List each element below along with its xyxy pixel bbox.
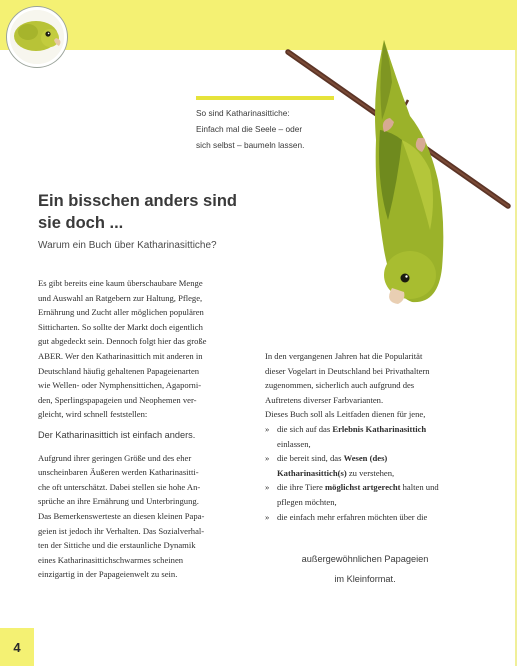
page-number: 4 bbox=[0, 628, 34, 666]
page-subtitle: Warum ein Buch über Katharinasittiche? bbox=[38, 240, 217, 251]
text-line: geien ist jedoch ihr Verhalten. Das Sozialverhal- bbox=[38, 525, 205, 536]
list-item-emphasis: Erlebnis Katharinasittich bbox=[332, 423, 427, 434]
list-item-text: die bereit sind, das bbox=[277, 453, 344, 464]
lead-statement: Der Katharinasittich ist einfach anders. bbox=[38, 429, 196, 440]
list-item-text: die sich auf das bbox=[277, 423, 333, 434]
bullet-marker: » bbox=[265, 423, 270, 434]
text-line: Ernährung und Zucht aller möglichen populären bbox=[38, 307, 204, 318]
text-line: Sitticharten. So sollte der Markt doch eigentlich bbox=[38, 321, 203, 332]
list-item-continuation: pflegen möchten, bbox=[277, 496, 337, 507]
bullet-marker: » bbox=[265, 511, 270, 522]
list-item bbox=[265, 480, 505, 495]
list-item-emphasis: möglichst artgerecht bbox=[324, 482, 401, 493]
paragraph-intro bbox=[38, 276, 258, 422]
text-line: Aufgrund ihrer geringen Größe und des eher bbox=[38, 452, 192, 463]
list-item-emphasis: Katharinasittich(s) bbox=[277, 467, 347, 478]
closing-statement bbox=[265, 549, 465, 589]
title-line: sie doch ... bbox=[38, 214, 124, 232]
list-item-emphasis: Wesen (des) bbox=[343, 453, 388, 464]
list-item bbox=[265, 510, 505, 525]
text-line: eines Katharinasittichschwarmes scheinen bbox=[38, 554, 184, 565]
caption-line: Einfach mal die Seele – oder bbox=[196, 124, 303, 134]
caption-line: sich selbst – baumeln lassen. bbox=[196, 140, 305, 150]
text-line: und Auswahl an Ratgebern zur Haltung, Pflege, bbox=[38, 292, 203, 303]
closing-line: im Kleinformat. bbox=[334, 574, 396, 584]
bullet-marker: » bbox=[265, 453, 270, 464]
bullet-marker: » bbox=[265, 482, 270, 493]
page-title bbox=[38, 190, 268, 234]
text-line: Das Bemerkenswerteste an diesen kleinen Papa- bbox=[38, 510, 205, 521]
text-line: unscheinbaren Äußeren werden Katharinasitti- bbox=[38, 467, 199, 478]
list-item-continuation: einlassen, bbox=[277, 438, 311, 449]
list-item-text: halten und bbox=[400, 482, 439, 493]
text-line: zugenommen, sicherlich auch aufgrund des bbox=[265, 380, 415, 391]
right-text-column bbox=[265, 349, 505, 524]
text-line: wie Wellen- oder Nymphensittichen, Agaporni- bbox=[38, 380, 202, 391]
title-line: Ein bisschen anders sind bbox=[38, 192, 237, 210]
left-text-column bbox=[38, 276, 258, 582]
text-line: ABER. Wer den Katharinasittich mit anderen in bbox=[38, 350, 203, 361]
paragraph-behaviour bbox=[38, 451, 258, 582]
caption-line: So sind Katharinasittiche: bbox=[196, 108, 290, 118]
text-line: Es gibt bereits eine kaum überschaubare Menge bbox=[38, 278, 203, 288]
text-line: In den vergangenen Jahren hat die Popularität bbox=[265, 351, 423, 361]
parakeet-photo bbox=[280, 20, 517, 315]
text-line: sprüche an ihre Ernährung und Unterbringung. bbox=[38, 496, 199, 507]
list-item bbox=[265, 422, 505, 437]
list-item-text: zu verstehen, bbox=[346, 467, 395, 478]
list-item-text: die einfach mehr erfahren möchten über die bbox=[277, 511, 428, 522]
list-item bbox=[265, 451, 505, 466]
text-line: ten der Sittiche und die erstaunliche Dynamik bbox=[38, 540, 196, 551]
text-line: Auftretens diverser Farbvarianten. bbox=[265, 394, 384, 405]
text-line: gut abgedeckt sein. Dennoch folgt hier das große bbox=[38, 336, 207, 347]
list-item-continuation bbox=[265, 466, 505, 481]
text-line: Deutschland häufig gehaltenen Papageienarten bbox=[38, 365, 200, 376]
bird-thumbnail-icon bbox=[7, 7, 67, 67]
list-item-text: die ihre Tiere bbox=[277, 482, 325, 493]
text-line: gleicht, wird schnell feststellen: bbox=[38, 409, 148, 420]
text-line: den, Sperlingspapageien und Neophemen ver- bbox=[38, 394, 197, 405]
text-line: che oft unterschätzt. Dabei stellen sie hohe An- bbox=[38, 481, 201, 492]
text-line: einzigartig in der Papageienwelt zu sein. bbox=[38, 569, 178, 580]
text-line: Dieses Buch soll als Leitfaden dienen für jene, bbox=[265, 409, 426, 420]
closing-line: außergewöhnlichen Papageien bbox=[301, 554, 429, 564]
text-line: dieser Vogelart in Deutschland bei Privathaltern bbox=[265, 365, 430, 376]
